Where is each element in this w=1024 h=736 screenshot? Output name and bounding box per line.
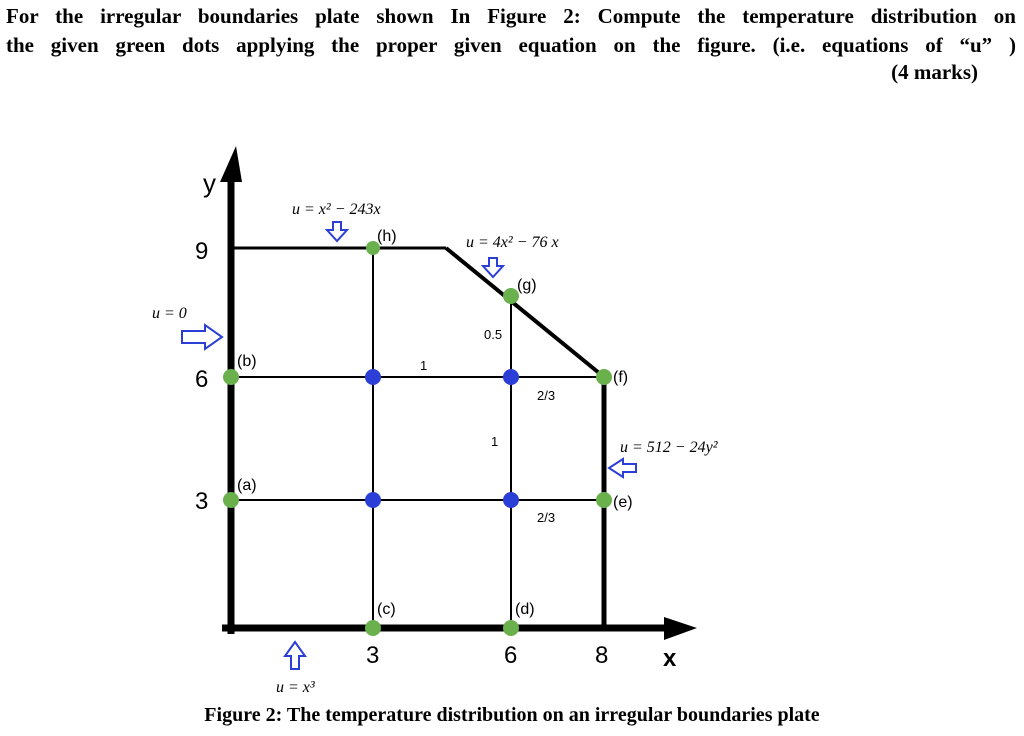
question-line-2: the given green dots applying the proper given equation on the figure. (i.e. equations of “u” )	[6, 33, 1016, 57]
arrow-up-bottom-icon	[285, 642, 305, 669]
spacing-h-right-lower: 2/3	[537, 510, 556, 525]
label-b: (b)	[237, 353, 257, 370]
node-e	[596, 492, 612, 508]
label-a: (a)	[237, 477, 257, 494]
label-h: (h)	[377, 228, 397, 245]
equation-right: u = 512 − 24y²	[620, 439, 718, 456]
interior-node-3	[365, 492, 381, 508]
figure-caption: Figure 2: The temperature distribution on an irregular boundaries plate	[204, 704, 820, 726]
arrow-left-right-icon	[609, 459, 636, 477]
node-d	[503, 620, 519, 636]
equation-top: u = x² − 243x	[292, 201, 381, 218]
x-tick-8: 8	[595, 642, 609, 669]
interior-node-2	[503, 369, 519, 385]
equation-left: u = 0	[152, 305, 187, 322]
arrow-down-slant-icon	[483, 258, 503, 277]
node-a	[223, 492, 239, 508]
spacing-h-mid: 1	[420, 358, 428, 373]
label-d: (d)	[515, 601, 535, 618]
y-tick-9: 9	[195, 238, 209, 265]
x-tick-6: 6	[504, 642, 518, 669]
spacing-v-mid: 1	[491, 434, 499, 449]
marks-label: (4 marks)	[891, 60, 978, 84]
interior-node-1	[365, 369, 381, 385]
question-line-1: For the irregular boundaries plate shown In Figure 2: Compute the temperature distribution on	[6, 4, 1016, 28]
label-c: (c)	[377, 601, 396, 618]
node-b	[223, 369, 239, 385]
y-tick-6: 6	[195, 366, 209, 393]
equation-bottom: u = x³	[276, 679, 315, 696]
y-axis-label: y	[203, 168, 216, 198]
interior-node-4	[503, 492, 519, 508]
x-axis-arrowhead	[664, 617, 697, 640]
equation-slant: u = 4x² − 76 x	[466, 234, 559, 251]
arrow-down-top-icon	[327, 222, 347, 241]
arrow-right-left-icon	[182, 325, 222, 349]
spacing-v-upper: 0.5	[484, 327, 503, 342]
x-tick-3: 3	[366, 642, 380, 669]
y-axis-arrowhead	[220, 146, 242, 182]
x-axis-label: x	[663, 645, 677, 672]
label-g: (g)	[517, 277, 537, 294]
label-e: (e)	[613, 494, 633, 511]
node-c	[365, 620, 381, 636]
label-f: (f)	[613, 369, 629, 386]
slanted-boundary	[446, 248, 604, 377]
node-f	[596, 369, 612, 385]
y-tick-3: 3	[195, 488, 209, 515]
spacing-h-right-upper: 2/3	[537, 388, 556, 403]
